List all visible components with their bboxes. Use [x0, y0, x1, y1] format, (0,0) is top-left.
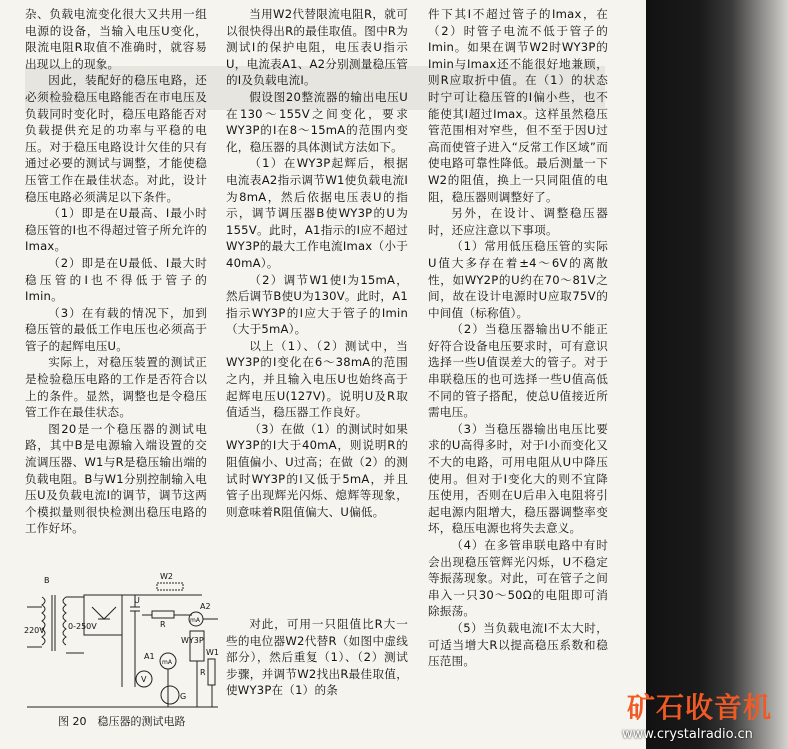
paragraph: （2）即是在U最低、I最大时稳压管的I也不得低于管子的Imin。 — [25, 255, 207, 304]
text-column-left — [25, 6, 207, 537]
paragraph: 对此，可用一只阻值比R大一些的电位器W2代替R（如图中虚线部分），然后重复（1）、（2）测试步骤，并调节W2找出R最佳取值，使WY3P在（1）的条 — [226, 617, 408, 698]
fig-label-ui: U — [134, 596, 140, 605]
text-column-right — [428, 6, 608, 670]
paragraph: 当用W2代替限流电阻R，就可以很快得出R的最佳取值。图中R为测试I的保护电阻，电压表U指示U，电流表A1、A2分别测量稳压管的I及负载电流I。 — [226, 7, 408, 88]
paragraph: 杂、负载电流变化很大又共用一组电源的设备，当输入电压U变化，限流电阻R取值不准确时，就容易出现以上的现象。 — [25, 7, 207, 71]
paragraph: 另外，在设计、调整稳压器时，还应注意以下事项。 — [428, 206, 608, 237]
text-column-middle — [226, 6, 408, 520]
paragraph: 实际上，对稳压装置的测试正是检验稳压电路的工作是否符合以上的条件。显然，调整也是令稳压管工作在最佳状态。 — [25, 355, 207, 420]
paragraph: （3）在做（1）的测试时如果WY3P的I大于40mA，则说明R的阻值偏小、U过高；在做（2）的测试时WY3P的I又低于5mA，并且管子出现辉光闪烁、熄辉等现象，则意味着R阻值偏大、U偏低。 — [226, 421, 408, 519]
fig-label-ma2: mA — [190, 617, 200, 624]
fig-label-a1: A1 — [144, 652, 155, 661]
paragraph: （2）当稳压器输出U不能正好符合设备电压要求时，可有意识选择一些U值误差大的管子。对于串联稳压的也可选择一些U值高低不同的管子搭配，使总U值接近所需电压。 — [428, 322, 608, 420]
paragraph: 以上（1）、（2）测试中，当WY3P的I变化在6～38mA的范围之内，并且输入电压U也始终高于起辉电压U(127V)。说明U及R取值适当，稳压器工作良好。 — [226, 338, 408, 420]
fig-label-v: V — [141, 675, 147, 684]
scan-dark-margin — [646, 0, 788, 749]
paragraph: （1）在WY3P起辉后，根据电流表A2指示调节W1使负载电流I为8mA，然后依据电压表U的指示，调节调压器B使WY3P的U为155V。此时，A1指示的I应不超过WY3P的最大工作电流Imax（小于40mA）。 — [226, 156, 408, 270]
paragraph: （1）即是在U最高、I最小时稳压管的I也不得超过管子所允许的Imax。 — [25, 206, 207, 254]
paragraph: （2）调节W1使I为15mA，然后调节B使U为130V。此时，A1指示WY3P的I应大于管子的Imin（大于5mA）。 — [226, 272, 408, 337]
paragraph: （4）在多管串联电路中有时会出现稳压管辉光闪烁，U不稳定等振荡现象。对此，可在管子之间串入一只30～50Ω的电阻即可消除振荡。 — [428, 538, 608, 619]
fig-label-w1: W1 — [206, 648, 219, 657]
brand-url: www.crystalradio.cn — [622, 727, 753, 742]
fig-label-wy3p: WY3P — [181, 636, 204, 645]
fig-label-g: G — [180, 692, 187, 701]
fig-label-r: R — [160, 620, 166, 629]
paragraph: 因此，装配好的稳压电路，还必须检验稳压电路能否在市电压及负载同时变化时，稳压电路能否对负载提供充足的功率与平稳的电压。对于稳压电路设计欠佳的只有通过必要的测试与调整，才能使稳压管工作在最佳状态。对此，设计稳压电路必须满足以下条件。 — [25, 73, 207, 204]
fig-label-w2: W2 — [160, 572, 173, 581]
circuit-diagram-figure — [22, 567, 222, 727]
paragraph: （3）在有载的情况下，加到稳压管的最低工作电压也必须高于管子的起辉电压U。 — [25, 305, 207, 353]
text-column-middle-continued — [226, 616, 408, 699]
paragraph: 假设图20整流器的输出电压U在130～155V之间变化，要求WY3P的I在8～15mA的范围内变化，稳压器的具体测试方法如下。 — [226, 89, 408, 154]
fig-label-rl: R — [200, 668, 206, 677]
paragraph: 图20是一个稳压器的测试电路，其中B是电源输入端设置的交流调压器、W1与R是稳压输出端的负载电阻。B与W1分别控制输入电压U及负载电流I的调节，调节这两个模拟量则很快检测出稳压电路的工作好坏。 — [25, 421, 207, 536]
paragraph: （1）常用低压稳压管的实际U值大多存在着±4～6V的离散性，如WY2P的U约在70～81V之间，故在设计电源时U应取75V的中间值（标称值）。 — [428, 239, 608, 320]
fig-label-a2: A2 — [200, 602, 211, 611]
fig-label-ma1: mA — [162, 659, 172, 666]
paragraph: 件下其I不超过管子的Imax，在（2）时管子电流不低于管子的Imin。如果在调节W2时WY3P的Imin与Imax还不能很好地兼顾，则R应取折中值。在（1）的状态时宁可让稳压管的I偏小些，也不能使其I超过Imax。这样虽然稳压管范围相对窄些，但不至于因U过高而使管子进入“反常工作区域”而使电路可靠性降低。最后测量一下W2的阻值，换上一只同阻值的电阻，稳压器则调整好了。 — [428, 7, 608, 204]
fig-label-220v: 220V — [24, 626, 45, 635]
paragraph: （5）当负载电流I不太大时，可适当增大R以提高稳压系数和稳压范围。 — [428, 620, 608, 669]
fig-label-b: B — [44, 576, 50, 585]
paragraph: （3）当稳压器输出电压比要求的U高得多时，对于I小而变化又不大的电路，可用电阻从U中降压使用。但对于I变化大的则不宜降压使用，否则在U后串入电阻将引起电源内阻增大，稳压器调整率变坏，稳压电源也将失去意义。 — [428, 421, 608, 536]
figure-caption: 图 20 稳压器的测试电路 — [58, 715, 186, 728]
fig-label-0-250v: 0-250V — [68, 622, 97, 631]
brand-logo-text: 矿石收音机 — [627, 691, 773, 724]
